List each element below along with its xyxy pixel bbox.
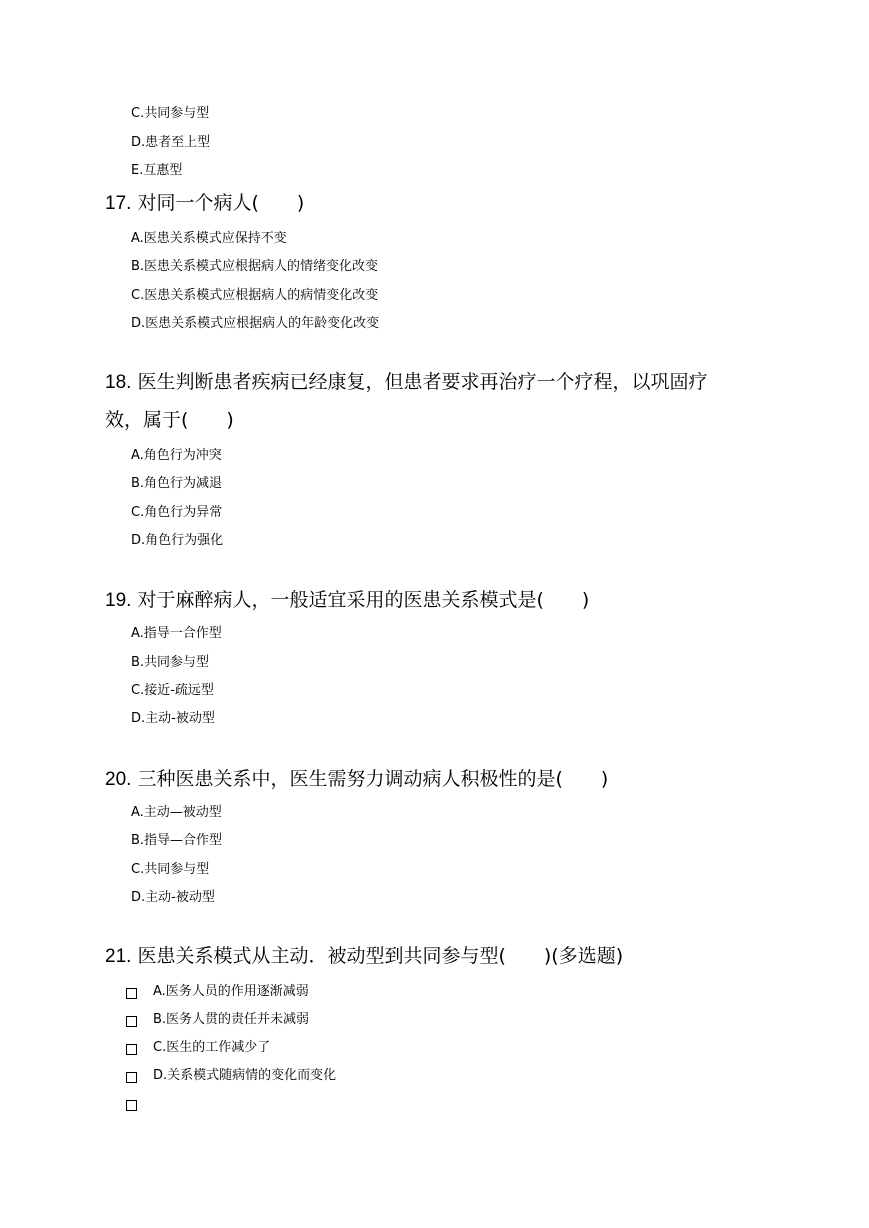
q19-option-a: A.指导一合作型: [131, 626, 222, 641]
question-19: [105, 588, 589, 613]
q20-option-a: A.主动—被动型: [131, 805, 222, 820]
q20-option-c: C.共同参与型: [131, 862, 210, 877]
q17-option-d: D.医患关系模式应根据病人的年龄变化改变: [131, 316, 380, 331]
question-number: 19.: [105, 590, 132, 611]
q21-checkbox-c[interactable]: [126, 1044, 137, 1055]
q18-option-d: D.角色行为强化: [131, 533, 224, 548]
q21-option-b: B.医务人贯的责任并未减弱: [153, 1012, 310, 1027]
q17-option-b: B.医患关系模式应根据病人的情绪变化改变: [131, 259, 379, 274]
q17-option-a: A.医患关系模式应保持不变: [131, 231, 287, 246]
question-21: [105, 944, 623, 969]
question-text: 医生判断患者疾病已经康复，但患者要求再治疗一个疗程，以巩固疗: [137, 371, 708, 393]
option-c-prev: C.共同参与型: [131, 106, 210, 121]
question-20: [105, 767, 608, 792]
q21-option-a: A.医务人员的作用逐渐减弱: [153, 984, 309, 999]
option-e-prev: E.互惠型: [131, 163, 183, 178]
q19-option-d: D.主动-被动型: [131, 711, 215, 726]
question-text: 对于麻醉病人，一般适宜采用的医患关系模式是( ): [137, 589, 590, 611]
question-number: 18.: [105, 372, 132, 393]
q19-option-c: C.接近-疏远型: [131, 683, 214, 698]
question-number: 21.: [105, 946, 132, 967]
q18-option-c: C.角色行为异常: [131, 505, 223, 520]
q17-option-c: C.医患关系模式应根据病人的病情变化改变: [131, 288, 379, 303]
q19-option-b: B.共同参与型: [131, 655, 210, 670]
q20-option-d: D.主动-被动型: [131, 890, 215, 905]
question-18-line2: 效，属于( ): [105, 409, 234, 431]
question-number: 20.: [105, 769, 132, 790]
option-d-prev: D.患者至上型: [131, 135, 211, 150]
q21-option-c: C.医生的工作减少了: [153, 1040, 271, 1055]
q18-option-a: A.角色行为冲突: [131, 448, 222, 463]
q18-option-b: B.角色行为减退: [131, 476, 223, 491]
q20-option-b: B.指导—合作型: [131, 833, 223, 848]
q21-checkbox-a[interactable]: [126, 988, 137, 999]
question-18: [105, 370, 707, 395]
q21-option-d: D.关系模式随病情的变化而变化: [153, 1068, 337, 1083]
q21-checkbox-e[interactable]: [126, 1100, 137, 1111]
q21-checkbox-d[interactable]: [126, 1072, 137, 1083]
question-text: 三种医患关系中，医生需努力调动病人积极性的是( ): [137, 768, 609, 790]
question-17: [105, 191, 304, 216]
q21-checkbox-b[interactable]: [126, 1016, 137, 1027]
question-text: 对同一个病人( ): [137, 192, 305, 214]
question-text: 医患关系模式从主动．被动型到共同参与型( )(多选题): [137, 945, 624, 967]
question-number: 17.: [105, 193, 132, 214]
